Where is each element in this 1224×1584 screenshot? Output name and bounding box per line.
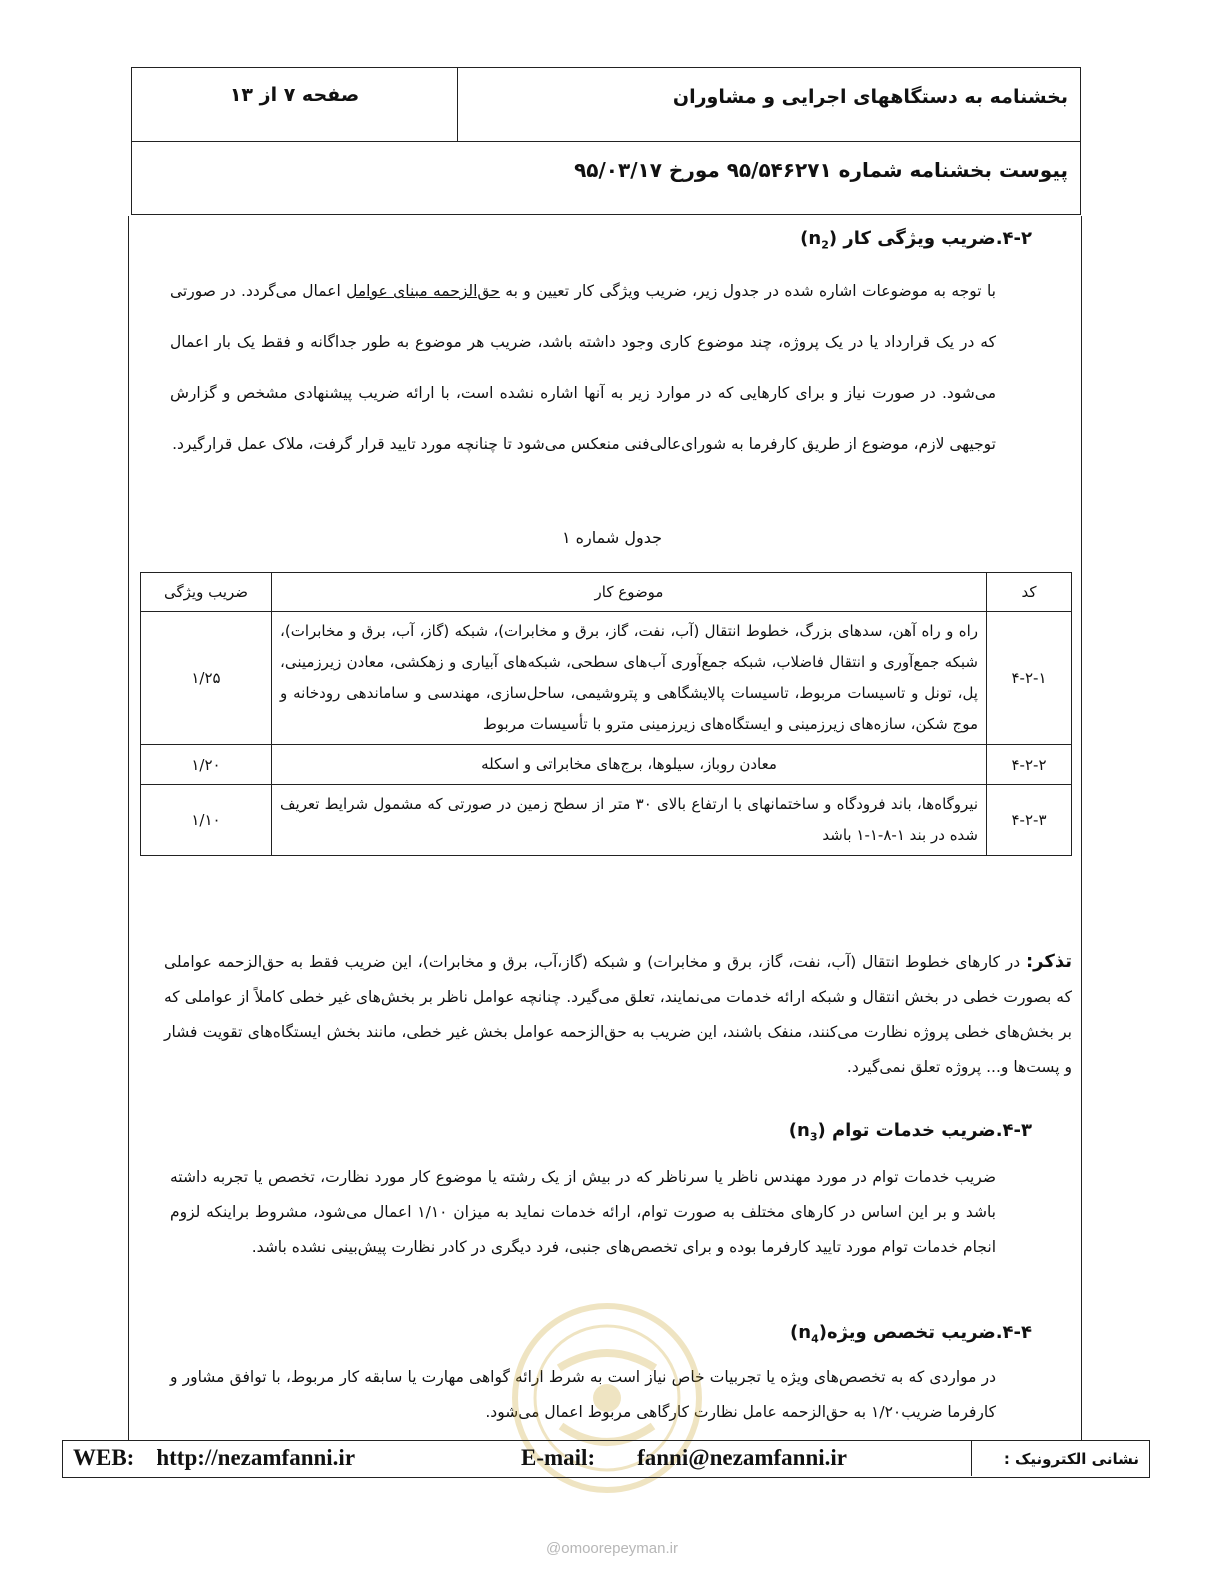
section-title-n2 xyxy=(800,228,1032,252)
section-variable-subscript: 4 xyxy=(811,1332,819,1346)
row-coefficient: ۱/۲۰ xyxy=(141,745,272,785)
row-code: ۴-۲-۳ xyxy=(987,785,1072,856)
paragraph-text: با توجه به موضوعات اشاره شده در جدول زیر، ضریب ویژگی کار تعیین و به xyxy=(499,282,996,300)
table-caption: جدول شماره ۱ xyxy=(561,528,663,547)
table-row xyxy=(141,612,1072,745)
header-subject: موضوع کار xyxy=(272,573,987,612)
row-subject: معادن روباز، سیلوها، برج‌های مخابراتی و اسکله xyxy=(272,745,987,785)
footer-contact-bar xyxy=(62,1440,1150,1478)
header-code: کد xyxy=(987,573,1072,612)
section-title-close: ) xyxy=(790,1322,799,1343)
coefficient-table xyxy=(140,572,1072,856)
note-text: در کارهای خطوط انتقال (آب، نفت، گاز، برق و مخابرات) و شبکه (گاز،آب، برق و مخابرات)، این ضریب فقط به حق‌الزحمه عواملی که بصورت خطی در بخش انتقال و شبکه ارائه خدمات می‌نمایند، تعلق می‌گیرد. چنانچه عوامل ناظر بر بخش‌های غیر خطی کاملاً از عواملی که بر بخش‌های خطی پروژه نظارت می‌کنند، منفک باشند، این ضریب به حق‌الزحمه عوامل بخش غیر خطی، مانند بخش ایستگاه‌های تقویت فشار و پست‌ها و... پروژه تعلق نمی‌گیرد. xyxy=(164,953,1072,1076)
email-label: E-mail: xyxy=(521,1445,596,1470)
row-subject: نیروگاه‌ها، باند فرودگاه و ساختمانهای با ارتفاع بالای ۳۰ متر از سطح زمین در صورتی که مشمول شرایط تعریف شده در بند ۱-۸-۱-۱ باشد xyxy=(272,785,987,856)
note-paragraph xyxy=(164,944,1072,1085)
email-link[interactable]: fanni@nezamfanni.ir xyxy=(637,1445,847,1470)
footer-email xyxy=(521,1445,847,1471)
section-title-close: ) xyxy=(788,1120,798,1141)
page-number: صفحه ۷ از ۱۳ xyxy=(229,84,360,106)
section-title-n3 xyxy=(789,1120,1032,1144)
section-variable-subscript: 2 xyxy=(821,238,829,252)
section-variable: n xyxy=(797,1120,810,1141)
row-subject: راه و راه آهن، سدهای بزرگ، خطوط انتقال (آب، نفت، گاز، برق و مخابرات)، شبکه (گاز، آب، برق و مخابرات)، شبکه جمع‌آوری و انتقال فاضلاب، شبکه جمع‌آوری آب‌های سطحی، شبکه‌های آبیاری و زهکشی، معادن زیرزمینی، پل، تونل و تاسیسات مربوط، تاسیسات پالایشگاهی و پتروشیمی، ساحل‌سازی، مهندسی و ساماندهی رودخانه و موج شکن، سازه‌های زیرزمینی و ایستگاه‌های زیرزمینی مترو با تأسیسات مربوط xyxy=(272,612,987,745)
row-coefficient: ۱/۲۵ xyxy=(141,612,272,745)
note-label: تذکر: xyxy=(1025,951,1072,972)
paragraph-text: اعمال می‌گردد. در صورتی که در یک قرارداد یا در یک پروژه، چند موضوع کاری وجود داشته باشد، ضریب هر موضوع به طور جداگانه و فقط یک بار اعمال می‌شود. در صورت نیاز و برای کارهایی که در موارد زیر به آنها اشاره نشده است، با ارائه ضریب پیشنهادی مشخص و گزارش توجیهی لازم، موضوع از طریق کارفرما به شورای‌عالی‌فنی منعکس می‌شود تا چنانچه مورد تایید قرار گرفت، ملاک عمل قرارگیرد. xyxy=(170,282,996,453)
document-header xyxy=(131,67,1081,215)
table-row xyxy=(141,785,1072,856)
section-variable-subscript: 3 xyxy=(809,1130,818,1144)
footer-label: نشانی الکترونیک : xyxy=(971,1441,1149,1476)
paragraph-n3: ضریب خدمات توام در مورد مهندس ناظر یا سرناظر که در بیش از یک رشته یا موضوع کار مورد نظارت، تخصص یا تجربه داشته باشد و بر این اساس در کارهای مختلف به صورت توام، ارائه خدمات نماید به میزان ۱/۱۰ اعمال می‌شود، مشروط براینکه لزوم انجام خدمات توام مورد تایید کارفرما بوده و برای تخصص‌های جنبی، فرد دیگری در کادر نظارت پیش‌بینی نشده باشد. xyxy=(170,1168,996,1256)
section-title-n4 xyxy=(790,1322,1032,1346)
circular-title: بخشنامه به دستگاههای اجرایی و مشاوران xyxy=(457,68,1080,141)
row-coefficient: ۱/۱۰ xyxy=(141,785,272,856)
row-code: ۴-۲-۲ xyxy=(987,745,1072,785)
watermark-site-text: @omoorepeyman.ir xyxy=(546,1540,678,1557)
header-top-row xyxy=(132,68,1080,142)
section-variable: n xyxy=(808,228,822,249)
table-row xyxy=(141,745,1072,785)
section-variable: n xyxy=(798,1322,812,1343)
underlined-term: حق‌الزحمه مبنای عوامل xyxy=(346,282,500,300)
section-title-text: ۴-۲.ضریب ویژگی کار ( xyxy=(828,228,1032,249)
footer-web xyxy=(73,1445,355,1471)
header-coefficient: ضریب ویژگی xyxy=(141,573,272,612)
web-link[interactable]: http://nezamfanni.ir xyxy=(156,1445,356,1470)
paragraph-n4: در مواردی که به تخصص‌های ویژه یا تجربیات خاص نیاز است به شرط ارائه گواهی مهارت یا سابقه کار مربوط، با توافق مشاور و کارفرما ضریب۱/۲۰ به حق‌الزحمه عامل نظارت کارگاهی مربوط اعمال می‌شود. xyxy=(170,1368,996,1421)
section-title-text: ۴-۳.ضریب خدمات توام ( xyxy=(817,1120,1032,1141)
paragraph-n2 xyxy=(170,266,996,470)
table-header-row xyxy=(141,573,1072,612)
attachment-reference: پیوست بخشنامه شماره ۹۵/۵۴۶۲۷۱ مورخ ۹۵/۰۳/۱۷ xyxy=(574,158,1068,182)
web-label: WEB: xyxy=(73,1445,135,1470)
section-title-text: ۴-۴.ضریب تخصص ویژه( xyxy=(818,1322,1032,1343)
row-code: ۴-۲-۱ xyxy=(987,612,1072,745)
section-title-close: ) xyxy=(800,228,809,249)
